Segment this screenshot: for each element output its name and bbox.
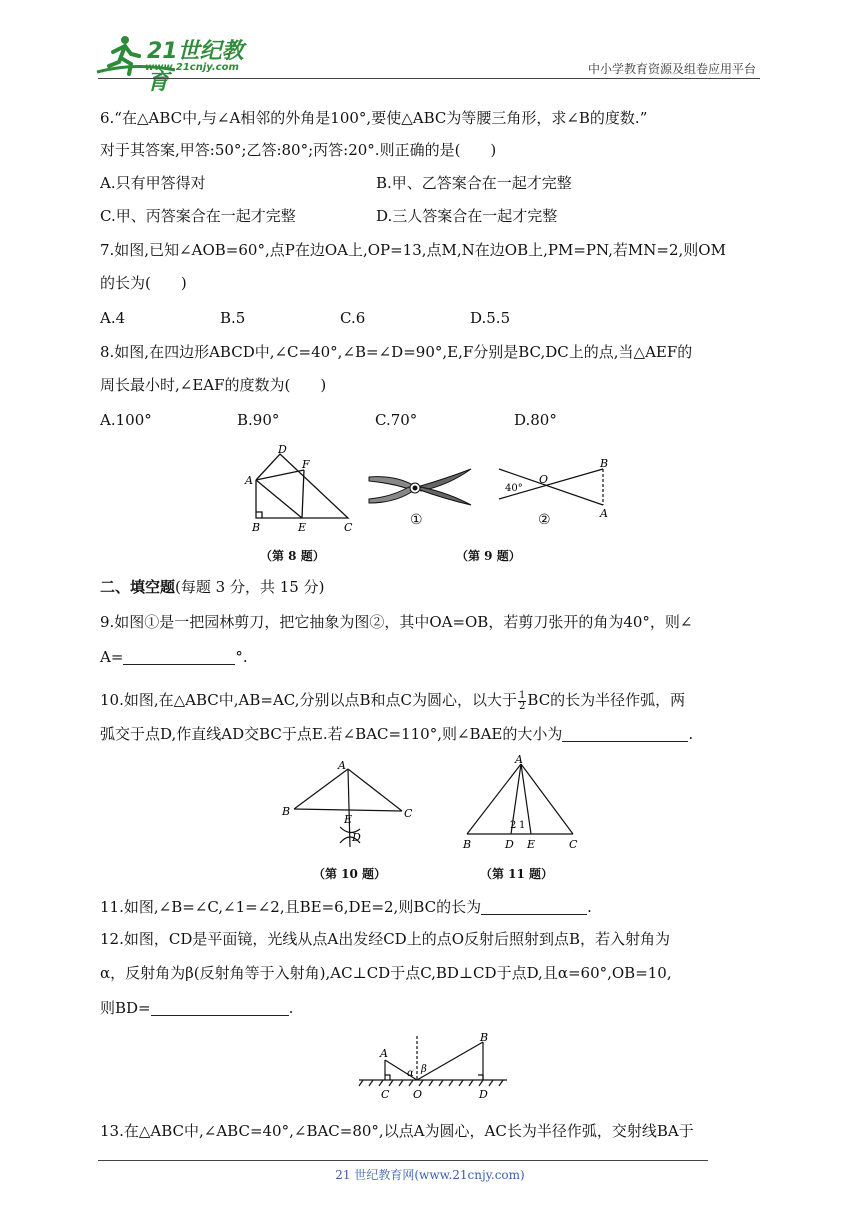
q11-end: . (587, 898, 592, 916)
fig11-label-b: B (463, 838, 472, 851)
fig11-label-1: 1 (519, 820, 526, 831)
fig9-circle2: ② (538, 512, 551, 528)
fig10-label-e: E (344, 813, 353, 826)
fig10-label-a: A (338, 759, 346, 772)
platform-name: 中小学教育资源及组卷应用平台 (587, 62, 756, 76)
q8-option-a: A.100° (100, 411, 152, 429)
q12-line3-start: 则BD= (100, 999, 151, 1017)
fraction-numerator: 1 (519, 689, 526, 701)
fig11-label-c: C (569, 838, 578, 851)
figure-9-abstract (495, 455, 620, 525)
fig9-caption: （第 9 题） (456, 549, 521, 563)
fig8-label-e: E (298, 521, 307, 534)
fig9-label-b: B (600, 457, 609, 470)
q12-line2: α，反射角为β(反射角等于入射角),AC⊥CD于点C,BD⊥CD于点D,且α=60°,OB=10, (100, 964, 672, 982)
q13-line1: 13.在△ABC中,∠ABC=40°,∠BAC=80°,以点A为圆心，AC长为半径作弧，交射线BA于 (100, 1122, 694, 1140)
fig12-label-d: D (479, 1088, 488, 1101)
section2-heading (100, 576, 324, 598)
q10-line1-start: 10.如图,在△ABC中,AB=AC,分别以点B和点C为圆心，以大于 (100, 691, 518, 709)
q12-line3 (100, 997, 293, 1019)
figure-11 (455, 752, 590, 852)
q8-option-b: B.90° (237, 411, 280, 429)
q10-fraction (518, 691, 526, 712)
fig10-label-d: D (352, 831, 361, 844)
q7-line1: 7.如图,已知∠AOB=60°,点P在边OA上,OP=13,点M,N在边OB上,PM=PN,若MN=2,则OM (100, 241, 726, 259)
fig9-label-a: A (600, 507, 608, 520)
q8-option-c: C.70° (375, 411, 418, 429)
q11-answer-blank[interactable] (481, 898, 587, 915)
fig10-label-b: B (282, 805, 291, 818)
fig12-label-alpha: α (407, 1068, 414, 1079)
footer-rule (98, 1160, 708, 1161)
q7-option-d: D.5.5 (470, 309, 511, 327)
fig12-label-o: O (413, 1088, 423, 1101)
fig9-label-o: O (539, 473, 549, 486)
header-logo (95, 32, 265, 95)
header-rule (98, 78, 760, 79)
section2-title: 二、填空题 (100, 578, 176, 596)
q10-line2-text: 弧交于点D,作直线AD交BC于点E.若∠BAC=110°,则∠BAE的大小为 (100, 725, 563, 743)
fig12-label-a: A (380, 1047, 388, 1060)
footer-text: 21 世纪教育网(www.21cnjy.com) (335, 1168, 525, 1182)
logo-url: www.21cnjy.com (145, 62, 239, 73)
fig8-label-c: C (344, 521, 353, 534)
fig9-circle1: ① (410, 512, 423, 528)
q6-line2: 对于其答案,甲答:50°;乙答:80°;丙答:20°.则正确的是( ) (100, 141, 497, 159)
q6-option-d: D.三人答案合在一起才完整 (376, 207, 558, 225)
q9-answer-blank[interactable] (123, 648, 235, 665)
q12-line3-end: . (288, 999, 294, 1017)
q10-line2 (100, 723, 693, 745)
fig10-caption: （第 10 题） (313, 867, 387, 881)
q8-line1: 8.如图,在四边形ABCD中,∠C=40°,∠B=∠D=90°,E,F分别是BC,DC上的点,当△AEF的 (100, 343, 693, 361)
fig11-label-2: 2 (510, 820, 517, 831)
q6-option-b: B.甲、乙答案合在一起才完整 (376, 174, 572, 192)
fig11-label-a: A (515, 753, 523, 766)
fig11-label-e: E (527, 838, 536, 851)
fig10-label-c: C (404, 807, 413, 820)
q8-option-d: D.80° (514, 411, 557, 429)
fig8-label-f: F (302, 458, 310, 471)
q11-line1 (100, 896, 592, 918)
figure-8 (240, 440, 365, 535)
q7-option-b: B.5 (220, 309, 246, 327)
fraction-denominator: 2 (519, 700, 526, 712)
q7-line2: 的长为( ) (100, 274, 187, 292)
figure-9-scissors (365, 465, 475, 515)
fig9-angle-label: 40° (505, 483, 523, 494)
q10-answer-blank[interactable] (562, 725, 688, 742)
fig12-label-beta: β (421, 1064, 427, 1075)
fig11-caption: （第 11 题） (480, 867, 554, 881)
q7-option-a: A.4 (100, 309, 126, 327)
fig12-label-c: C (381, 1088, 390, 1101)
fig8-label-a: A (245, 474, 253, 487)
q6-line1: 6.“在△ABC中,与∠A相邻的外角是100°,要使△ABC为等腰三角形，求∠B的度数.” (100, 109, 648, 127)
fig11-label-d: D (505, 838, 514, 851)
fig8-label-d: D (278, 443, 287, 456)
section2-note: (每题 3 分，共 15 分) (175, 578, 325, 596)
q9-line1: 9.如图①是一把园林剪刀，把它抽象为图②，其中OA=OB，若剪刀张开的角为40°，则∠ (100, 613, 693, 631)
q10-line1-end: BC的长为半径作弧，两 (527, 691, 686, 709)
q10-line2-end: . (688, 725, 694, 743)
q9-line2 (100, 646, 248, 668)
fig8-label-b: B (252, 521, 261, 534)
q7-option-c: C.6 (340, 309, 366, 327)
fig8-caption: （第 8 题） (260, 549, 325, 563)
q6-option-a: A.只有甲答得对 (100, 174, 206, 192)
q11-text: 11.如图,∠B=∠C,∠1=∠2,且BE=6,DE=2,则BC的长为 (100, 898, 482, 916)
q12-line1: 12.如图，CD是平面镜，光线从点A出发经CD上的点O反射后照射到点B，若入射角为 (100, 930, 671, 948)
figure-10 (280, 755, 420, 855)
q12-answer-blank[interactable] (151, 999, 289, 1016)
logo-text: 21世纪教育 (147, 39, 244, 95)
figure-12 (355, 1030, 515, 1105)
q8-line2: 周长最小时,∠EAF的度数为( ) (100, 376, 327, 394)
q9-line2-start: A= (100, 648, 124, 666)
q10-line1 (100, 689, 685, 712)
q9-line2-end: °. (235, 648, 248, 666)
q6-option-c: C.甲、丙答案合在一起才完整 (100, 207, 296, 225)
fig12-label-b: B (480, 1031, 489, 1044)
